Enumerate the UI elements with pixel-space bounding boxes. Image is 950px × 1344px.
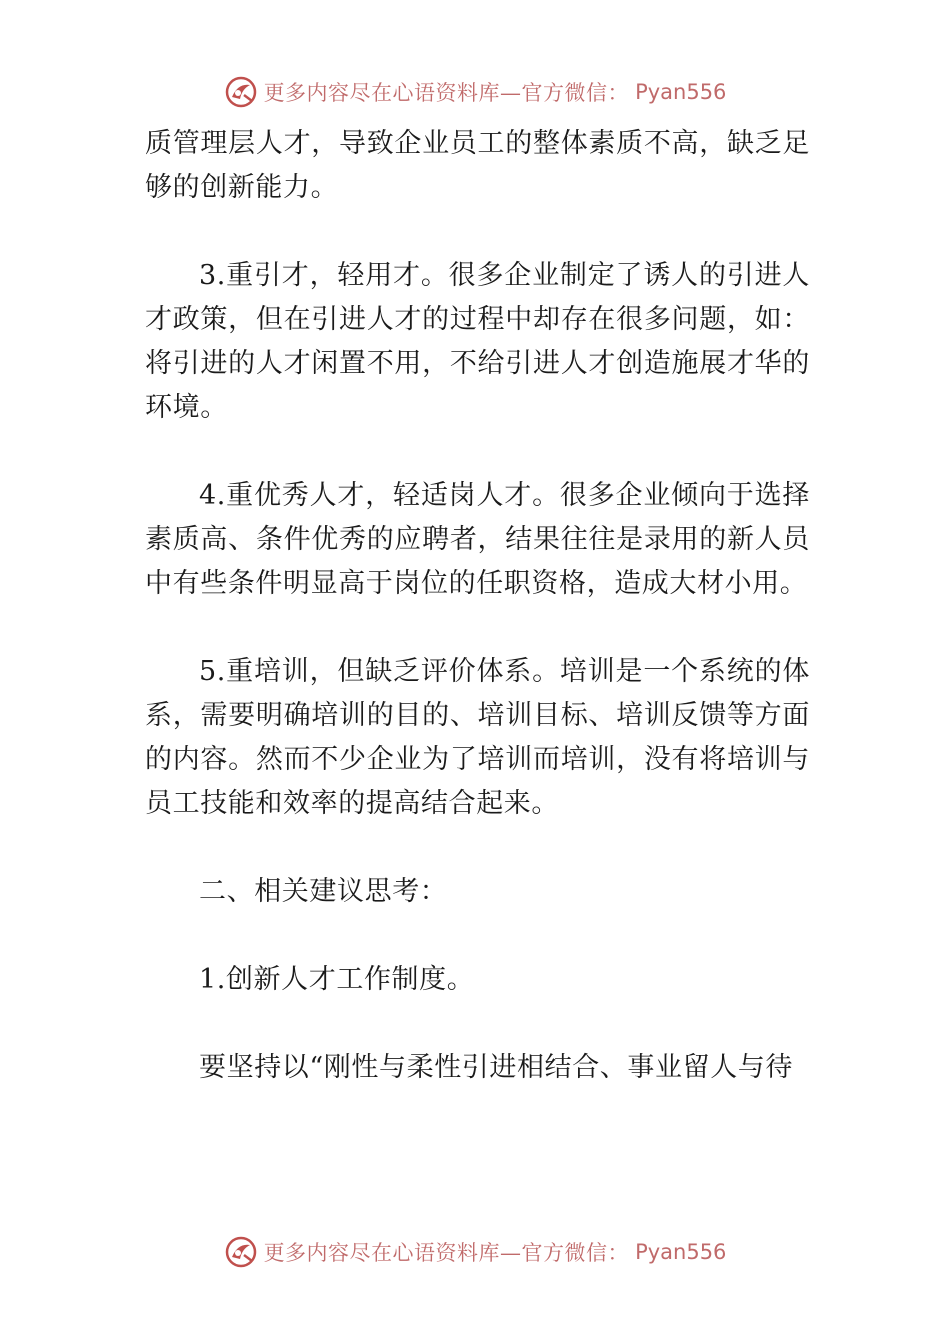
brand-logo-icon (224, 1235, 258, 1269)
document-body (145, 122, 810, 1090)
subsection-heading: 1.创新人才工作制度。 (199, 964, 475, 995)
header-banner (0, 72, 950, 112)
section-heading: 二、相关建议思考： (199, 876, 448, 907)
footer-banner-text: 更多内容尽在心语资料库—官方微信： (263, 1241, 630, 1265)
paragraph-continuation: 质管理层人才，导致企业员工的整体素质不高，缺乏足够的创新能力。 (145, 128, 810, 203)
paragraph-point-3: 3.重引才，轻用才。很多企业制定了诱人的引进人才政策，但在引进人才的过程中却存在很多问题，如：将引进的人才闲置不用，不给引进人才创造施展才华的环境。 (145, 260, 810, 423)
header-wechat-id: Pyan556 (635, 80, 727, 104)
paragraph-point-4: 4.重优秀人才，轻适岗人才。很多企业倾向于选择素质高、条件优秀的应聘者，结果往往是录用的新人员中有些条件明显高于岗位的任职资格，造成大材小用。 (145, 480, 810, 599)
brand-logo-icon (224, 75, 258, 109)
paragraph-suggestion: 要坚持以“刚性与柔性引进相结合、事业留人与待 (199, 1052, 794, 1083)
footer-wechat-id: Pyan556 (635, 1240, 727, 1264)
footer-banner (0, 1232, 950, 1272)
header-banner-text: 更多内容尽在心语资料库—官方微信： (263, 81, 630, 105)
paragraph-point-5: 5.重培训，但缺乏评价体系。培训是一个系统的体系，需要明确培训的目的、培训目标、培训反馈等方面的内容。然而不少企业为了培训而培训，没有将培训与员工技能和效率的提高结合起来。 (145, 656, 810, 819)
